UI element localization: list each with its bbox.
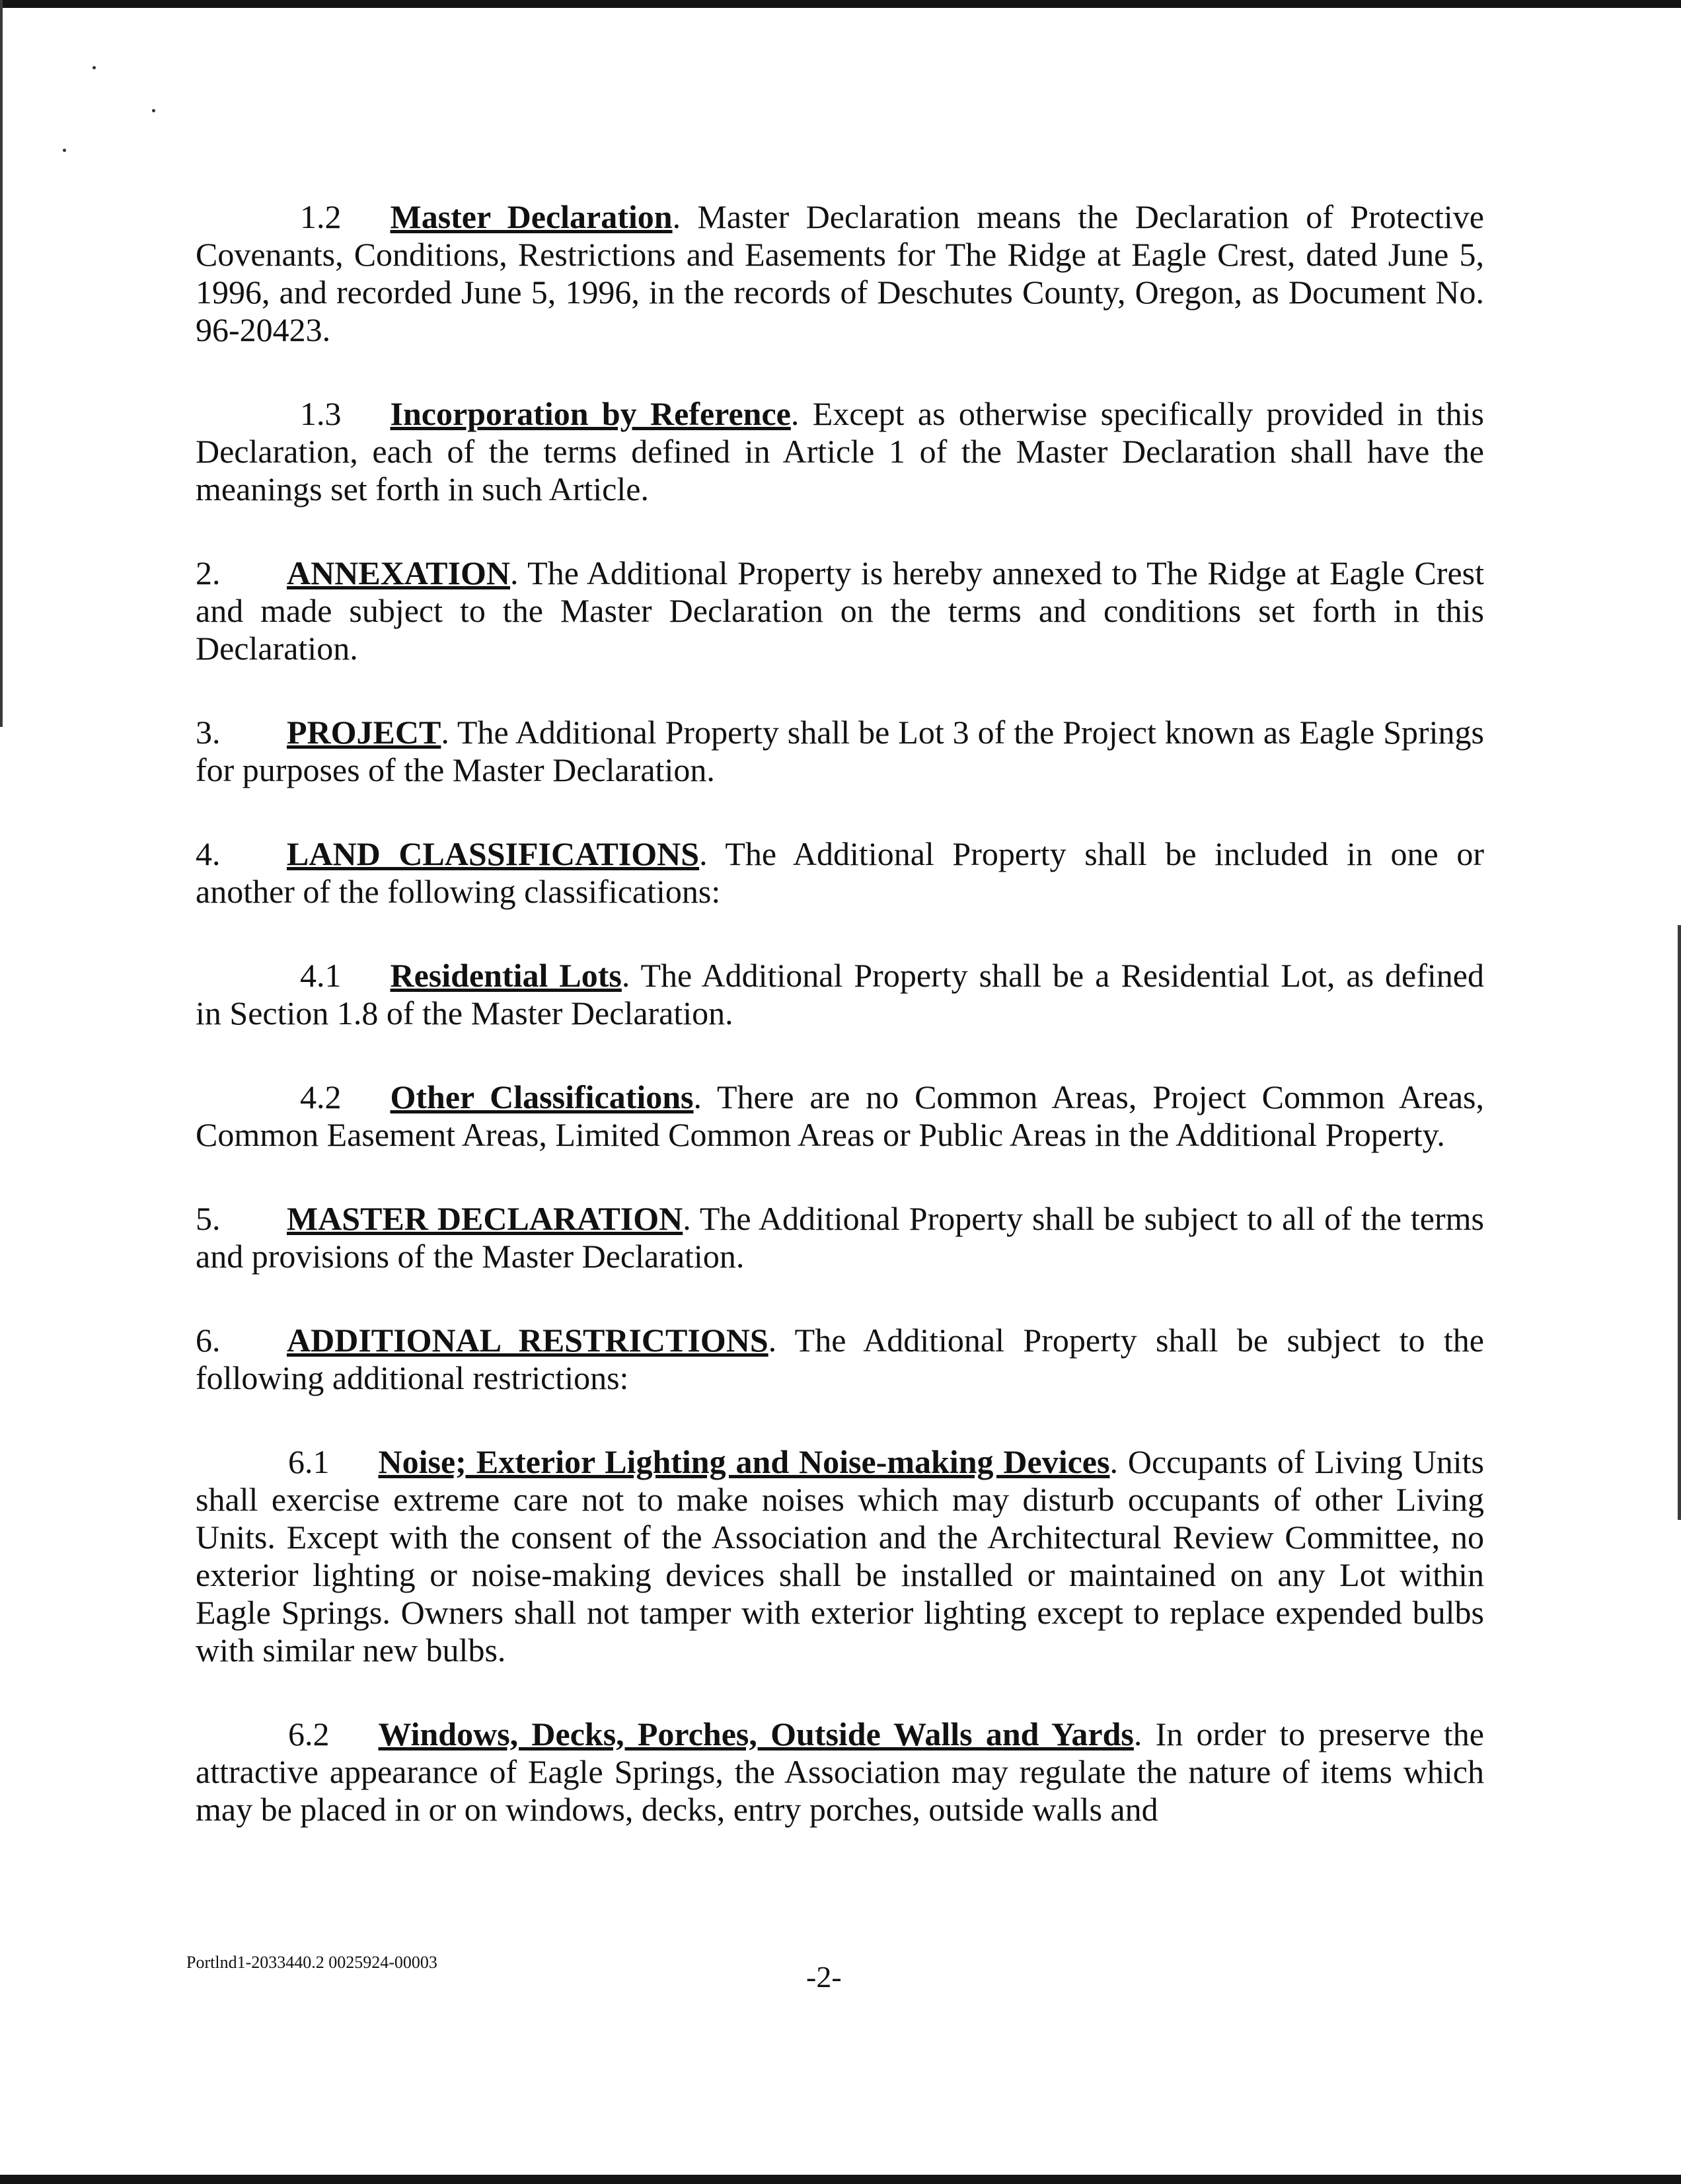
section-3 [196,714,1484,789]
page-number: -2- [806,1960,842,1994]
section-heading: Noise; Exterior Lighting and Noise-making Devices [378,1443,1110,1480]
section-heading: MASTER DECLARATION [287,1200,683,1237]
section-body: . Occupants of Living Units shall exercise extreme care not to make noises which may disturb occupants of other Living Units. Except with the consent of the Association and the Architectural Review Committee, no exterior lighting or noise-making devices shall be installed or maintained on any Lot within Eagle Springs. Owners shall not tamper with exterior lighting except to replace expended bulbs with similar new bulbs. [196,1443,1484,1669]
scan-speck [152,109,155,112]
section-heading: PROJECT [287,714,441,751]
section-number: 1.3 [300,395,342,432]
section-body: . In order to preserve the attractive appearance of Eagle Springs, the Association may regulate the nature of items which may be placed in or on windows, decks, entry porches, outside walls and [196,1715,1484,1828]
section-number: 3. [196,714,221,751]
document-body [196,198,1484,1875]
section-heading: Residential Lots [390,957,622,994]
section-5 [196,1200,1484,1275]
scan-left-edge [0,0,3,727]
section-4 [196,835,1484,911]
section-number: 6. [196,1322,221,1359]
section-body: . Except as otherwise specifically provided in this Declaration, each of the terms defined in Article 1 of the Master Declaration shall have the meanings set forth in such Article. [196,395,1485,508]
section-body: . There are no Common Areas, Project Common Areas, Common Easement Areas, Limited Common Areas or Public Areas in the Additional Property. [196,1078,1484,1153]
section-number: 2. [196,554,221,591]
scan-bottom-border [0,2175,1681,2184]
section-number: 4. [196,835,221,872]
section-heading: Other Classifications [390,1078,694,1115]
section-heading: LAND CLASSIFICATIONS [287,835,700,872]
section-number: 6.1 [288,1443,330,1480]
section-body: . The Additional Property shall be subject to the following additional restrictions: [196,1322,1484,1396]
section-body: . The Additional Property shall be Lot 3 of the Project known as Eagle Springs for purposes of the Master Declaration. [196,714,1484,788]
section-body: . The Additional Property shall be included in one or another of the following classifications: [196,835,1484,910]
section-heading: ANNEXATION [287,554,510,591]
section-1-3 [196,395,1484,508]
section-1-2 [196,198,1484,349]
section-body: . The Additional Property shall be subject to all of the terms and provisions of the Master Declaration. [196,1200,1484,1275]
section-number: 4.2 [300,1078,342,1115]
section-number: 1.2 [300,198,342,235]
section-heading: Incorporation by Reference [390,395,791,432]
section-body: . The Additional Property shall be a Residential Lot, as defined in Section 1.8 of the Master Declaration. [196,957,1484,1032]
section-body: . The Additional Property is hereby annexed to The Ridge at Eagle Crest and made subject to the Master Declaration on the terms and conditions set forth in this Declaration. [196,554,1484,667]
section-number: 4.1 [300,957,342,994]
section-number: 5. [196,1200,221,1237]
section-number: 6.2 [288,1715,330,1752]
scan-speck [63,149,66,152]
section-6-1 [196,1443,1484,1669]
section-heading: Master Declaration [390,198,673,235]
section-heading: Windows, Decks, Porches, Outside Walls and Yards [378,1715,1134,1752]
section-2 [196,554,1484,667]
section-6-2 [196,1715,1484,1828]
scan-top-border [0,0,1681,8]
section-heading: ADDITIONAL RESTRICTIONS [287,1322,768,1359]
section-body: . Master Declaration means the Declaration of Protective Covenants, Conditions, Restrictions and Easements for The Ridge at Eagle Crest, dated June 5, 1996, and recorded June 5, 1996, in the records of Deschutes County, Oregon, as Document No. 96-20423. [196,198,1484,348]
section-6 [196,1322,1484,1397]
section-4-2 [196,1078,1484,1154]
scan-speck [93,66,96,69]
scan-right-edge [1678,925,1681,1520]
section-4-1 [196,957,1484,1032]
footer-document-id: Portlnd1-2033440.2 0025924-00003 [186,1953,437,1972]
